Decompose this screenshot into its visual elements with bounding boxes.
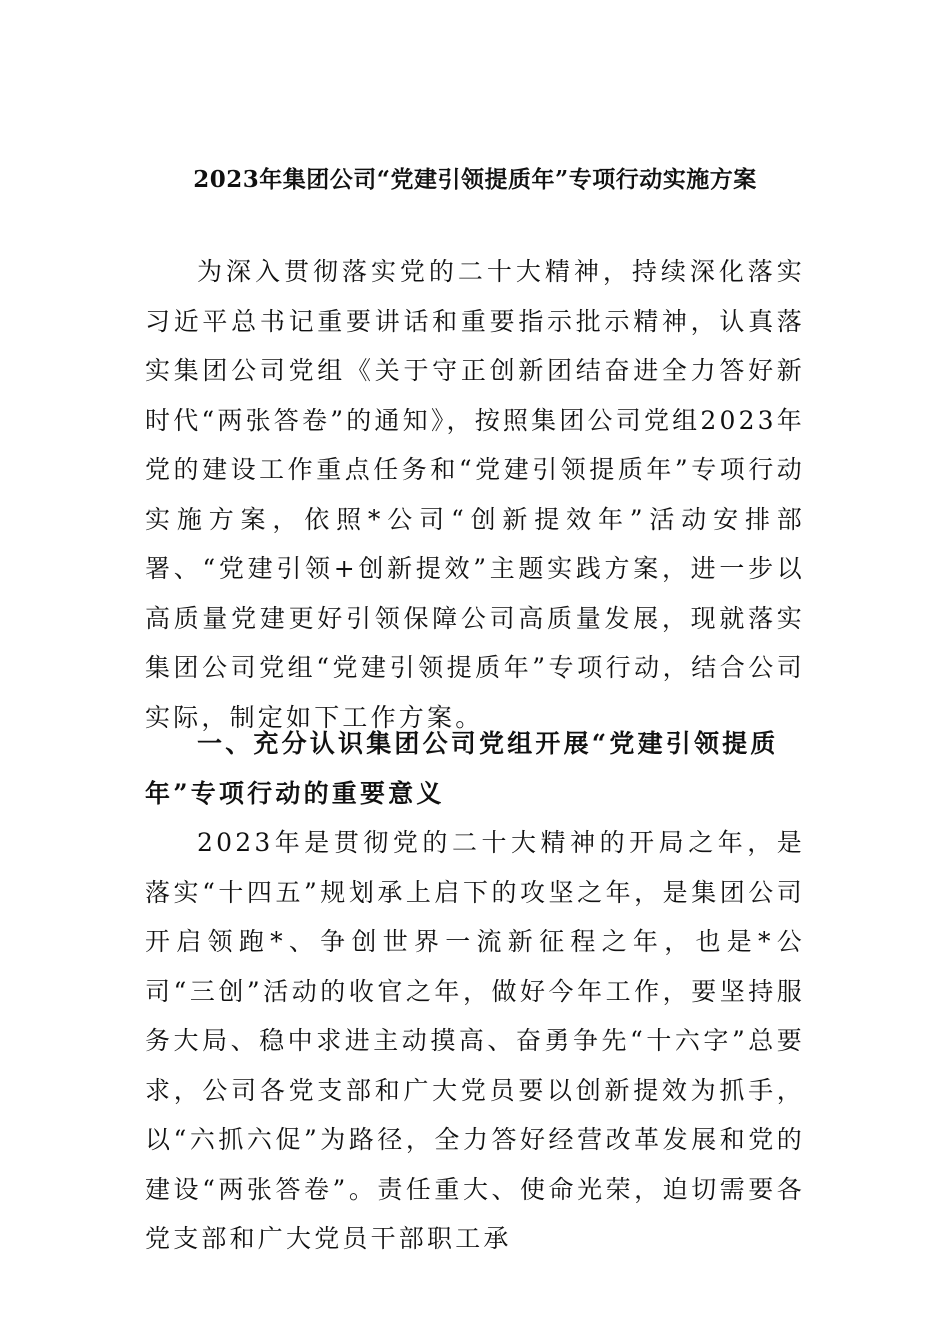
section-1-paragraph: 2023年是贯彻党的二十大精神的开局之年，是落实“十四五”规划承上启下的攻坚之年，是集团公司开启领跑*、争创世界一流新征程之年，也是*公司“三创”活动的收官之年，做好今年工作，要坚持服务大局、稳中求进主动摸高、奋勇争先“十六字”总要求，公司各党支部和广大党员要以创新提效为抓手，以“六抓六促”为路径，全力答好经营改革发展和党的建设“两张答卷”。责任重大、使命光荣，迫切需要各党支部和广大党员干部职工承 [145, 828, 805, 1253]
section-1-heading: 一、充分认识集团公司党组开展“党建引领提质年”专项行动的重要意义 [145, 729, 779, 808]
document-title: 2023年集团公司“党建引领提质年”专项行动实施方案 [193, 166, 757, 193]
intro-paragraph: 为深入贯彻落实党的二十大精神，持续深化落实习近平总书记重要讲话和重要指示批示精神，认真落实集团公司党组《关于守正创新团结奋进全力答好新时代“两张答卷”的通知》，按照集团公司党组2023年党的建设工作重点任务和“党建引领提质年”专项行动实施方案，依照*公司“创新提效年”活动安排部署、“党建引领+创新提效”主题实践方案，进一步以高质量党建更好引领保障公司高质量发展，现就落实集团公司党组“党建引领提质年”专项行动，结合公司实际，制定如下工作方案。 [145, 257, 805, 732]
